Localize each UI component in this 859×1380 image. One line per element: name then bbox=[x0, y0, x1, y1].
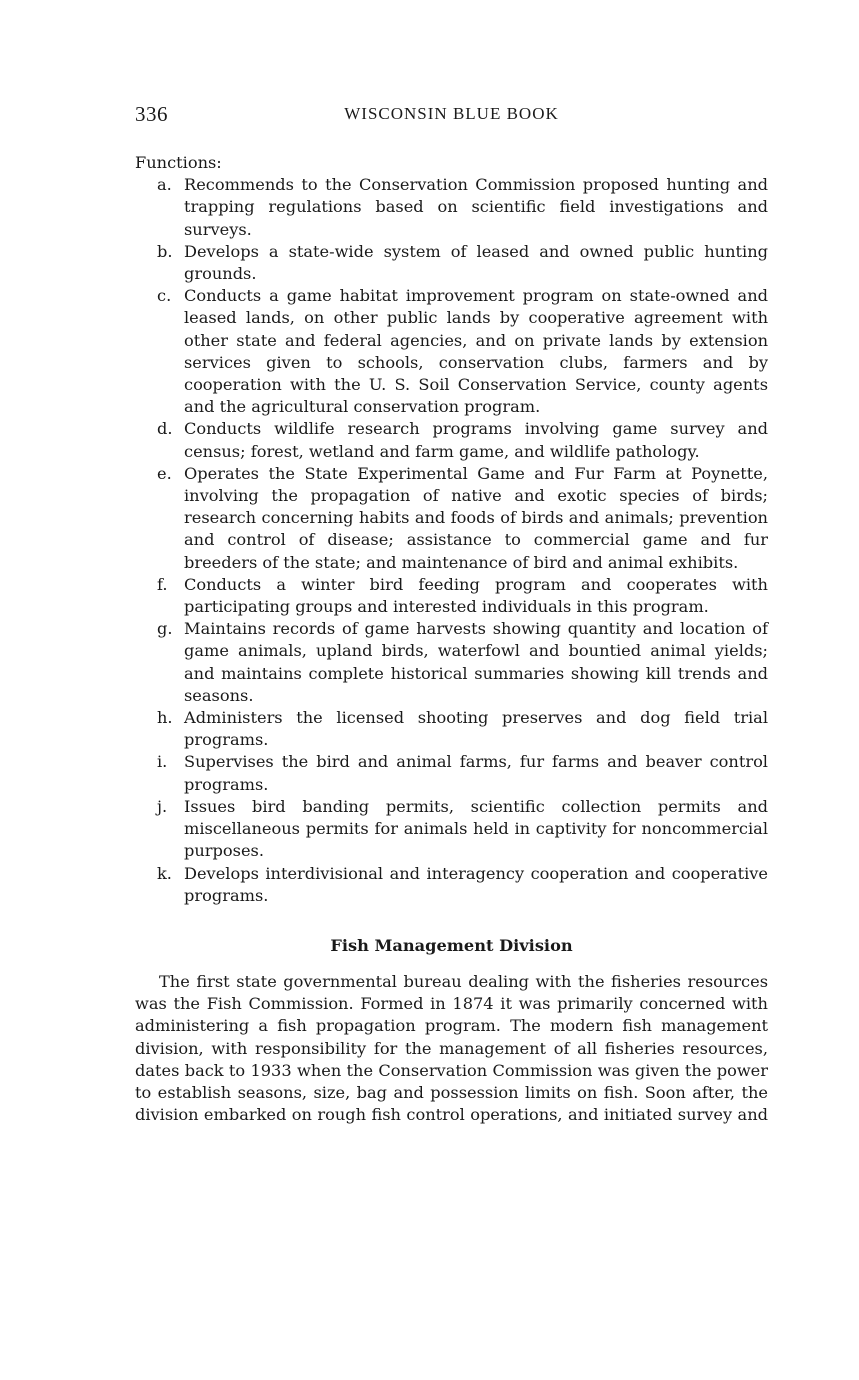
list-item-text: Administers the licensed shooting preserves and dog field trial programs. bbox=[184, 708, 768, 750]
page-number: 336 bbox=[135, 102, 168, 126]
list-item bbox=[135, 751, 768, 795]
functions-label: Functions: bbox=[135, 153, 222, 172]
list-item-letter: c. bbox=[157, 286, 172, 306]
list-item-letter: b. bbox=[157, 241, 173, 261]
list-item-text: Issues bird banding permits, scientific collection permits and miscellaneous permits for animals held in captivity for noncommercial purposes. bbox=[184, 796, 768, 861]
list-item bbox=[135, 796, 768, 863]
section-heading: Fish Management Division bbox=[330, 935, 573, 955]
list-item-letter: f. bbox=[157, 574, 168, 594]
list-item bbox=[135, 463, 768, 574]
list-item-letter: a. bbox=[157, 175, 172, 195]
list-item-text: Operates the State Experimental Game and Fur Farm at Poynette, involving the propagation of native and exotic species of birds; research concerning habits and foods of birds and animals; prevention and control of disease; assistance to commercial game and fur breeders of the state; and maintenance of bird and animal exhibits. bbox=[184, 463, 768, 572]
list-item-text: Develops interdivisional and interagency cooperation and cooperative programs. bbox=[184, 863, 768, 905]
functions-list bbox=[135, 174, 768, 907]
list-item-letter: j. bbox=[157, 796, 168, 816]
body-paragraph: The first state governmental bureau dealing with the fisheries resources was the Fish Commission. Formed in 1874 it was primarily concerned with administering a fish propagation program. The modern fish management division, with responsibility for the management of all fisheries resources, dates back to 1933 when the Conservation Commission was given the power to establish seasons, size, bag and possession limits on fish. Soon after, the division embarked on rough fish control operations, and initiated survey and bbox=[135, 971, 768, 1125]
list-item-text: Conducts a game habitat improvement program on state-owned and leased lands, on other public lands by cooperative agreement with other state and federal agencies, and on private lands by extension services given to schools, conservation clubs, farmers and by cooperation with the U. S. Soil Conservation Service, county agents and the agricultural conservation program. bbox=[184, 286, 768, 417]
document-page bbox=[135, 102, 768, 1126]
list-item-text: Recommends to the Conservation Commission proposed hunting and trapping regulations based on scientific field investigations and surveys. bbox=[184, 175, 768, 239]
list-item bbox=[135, 418, 768, 462]
list-item bbox=[135, 241, 768, 285]
list-item-text: Supervises the bird and animal farms, fur farms and beaver control programs. bbox=[184, 752, 768, 794]
list-item-text: Maintains records of game harvests showing quantity and location of game animals, upland birds, waterfowl and bountied animal yields; and maintains complete historical summaries showing kill trends and seasons. bbox=[184, 619, 768, 705]
list-item-letter: i. bbox=[157, 752, 168, 772]
list-item-letter: g. bbox=[157, 619, 173, 639]
list-item bbox=[135, 618, 768, 707]
list-item-letter: h. bbox=[157, 708, 173, 728]
list-item-letter: d. bbox=[157, 419, 173, 439]
list-item bbox=[135, 707, 768, 751]
list-item bbox=[135, 574, 768, 618]
list-item bbox=[135, 285, 768, 418]
list-item bbox=[135, 863, 768, 907]
running-head bbox=[135, 102, 768, 130]
list-item-text: Develops a state-wide system of leased and owned public hunting grounds. bbox=[184, 241, 768, 284]
book-title: WISCONSIN BLUE BOOK bbox=[344, 104, 559, 123]
list-item-text: Conducts wildlife research programs involving game survey and census; forest, wetland and farm game, and wildlife pathology. bbox=[184, 419, 768, 461]
list-item bbox=[135, 174, 768, 241]
list-item-letter: k. bbox=[157, 863, 172, 883]
list-item-letter: e. bbox=[157, 463, 172, 483]
list-item-text: Conducts a winter bird feeding program and cooperates with participating groups and interested individuals in this program. bbox=[184, 574, 768, 617]
